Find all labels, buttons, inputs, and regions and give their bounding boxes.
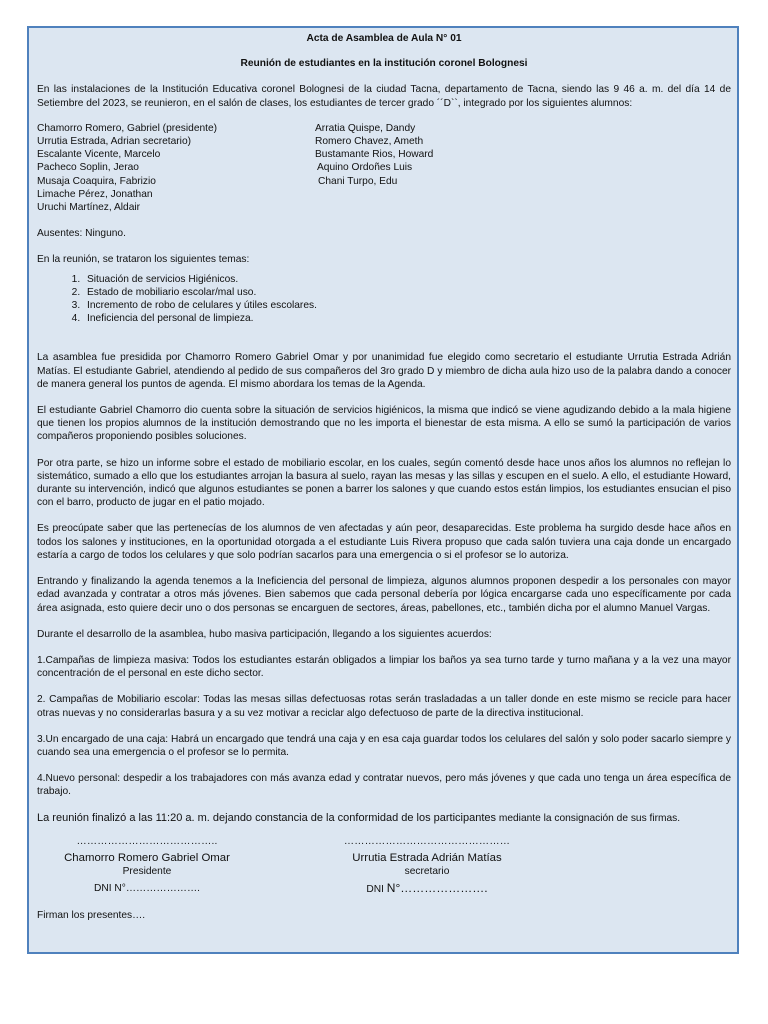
student-name: Arratia Quispe, Dandy bbox=[315, 122, 416, 134]
list-item: 1. Situación de servicios Higiénicos. bbox=[83, 273, 731, 286]
list-item: 4. Ineficiencia del personal de limpieza. bbox=[83, 312, 731, 325]
agreement-item: 1.Campañas de limpieza masiva: Todos los estudiantes estarán obligados a limpiar los baños ya sea turno tarde y turno mañana y a la vez una mayor concentración de el personal en este dicho sector. bbox=[37, 654, 731, 680]
paragraph: Es preocúpate saber que las pertenecías de los alumnos de ven afectadas y aún peor, desaparecidas. Este problema ha surgido desde hace años en todos los salones y instituciones, en la oportunidad otorgada a el estudiante Luis Rivera propuso que cada salón tuviera una caja donde un encargado estaría a cargo de todos los celulares y que solo podrían sacarlos para una emergencia o si el profesor se lo autoriza. bbox=[37, 523, 731, 561]
signature-name: Chamorro Romero Gabriel Omar bbox=[64, 851, 230, 864]
student-name: Aquino Ordoñes Luis bbox=[317, 162, 413, 174]
paragraph: Durante el desarrollo de la asamblea, hubo masiva participación, llegando a los siguientes acuerdos: bbox=[37, 628, 492, 640]
paragraph: El estudiante Gabriel Chamorro dio cuenta sobre la situación de servicios higiénicos, la misma que indicó se viene agudizando debido a la mala higiene que tienen los propios alumnos de la institución demostrando que no les importa el bienestar de esta misma. A ello se sumó la participación de varios compañeros proponiendo posibles soluciones. bbox=[37, 405, 731, 443]
signatures bbox=[37, 831, 731, 905]
student-name: Urrutia Estrada, Adrian secretario) bbox=[37, 136, 192, 148]
student-name: Pacheco Soplin, Jerao bbox=[37, 162, 139, 174]
signature-president bbox=[47, 835, 247, 896]
signature-role: Presidente bbox=[122, 866, 172, 878]
agreement-item: 4.Nuevo personal: despedir a los trabajadores con más avanza edad y contratar nuevos, pero más jóvenes y que cada uno tenga un área específica de trabajo. bbox=[37, 773, 731, 798]
student-name: Escalante Vicente, Marcelo bbox=[37, 149, 161, 161]
dni-value: N°…………………. bbox=[386, 881, 488, 896]
document-title: Acta de Asamblea de Aula N° 01 bbox=[306, 33, 462, 44]
student-name: Chani Turpo, Edu bbox=[318, 175, 398, 187]
document-content bbox=[37, 32, 731, 922]
agreement-item: 2. Campañas de Mobiliario escolar: Todas las mesas sillas defectuosas rotas serán trasladadas a un taller donde en este mismo se recicle para hacer otras nuevas y no considerarlas basura y a su vez motivar a reciclar algo defectuoso de parte de la directiva institucional. bbox=[37, 694, 731, 719]
student-name: Romero Chavez, Ameth bbox=[315, 136, 424, 148]
intro-paragraph: En las instalaciones de la Institución Educativa coronel Bolognesi de la ciudad Tacna, departamento de Tacna, siendo las 9 46 a. m. del día 14 de Setiembre del 2023, se reunieron, en el salón de clases, los estudiantes de tercer grado ´´D``, integrado por los siguientes alumnos: bbox=[37, 84, 731, 109]
student-name: Limache Pérez, Jonathan bbox=[37, 188, 153, 200]
paragraph: La asamblea fue presidida por Chamorro Romero Gabriel Omar y por unanimidad fue elegido como secretario el estudiante Urrutia Estrada Adrián Matías. El estudiante Gabriel, atendiendo al pedido de sus compañeros del 3ro grado D y miembro de dicha aula hizo uso de la palabra dando a conocer de manera general los puntos de agenda. El mismo abordara los temas de la Agenda. bbox=[37, 352, 731, 390]
student-name: Bustamante Rios, Howard bbox=[315, 149, 434, 161]
absent-line: Ausentes: Ninguno. bbox=[37, 228, 126, 240]
document-subtitle: Reunión de estudiantes en la institución coronel Bolognesi bbox=[240, 58, 528, 70]
agreement-item: 3.Un encargado de una caja: Habrá un encargado que tendrá una caja y en esa caja guardar todos los celulares del salón y solo poder sacarlo siempre y cuando sea una emergencia o el profesor se lo permita. bbox=[37, 733, 731, 758]
students-left-column bbox=[37, 122, 315, 214]
dni-field bbox=[327, 882, 527, 896]
signature-line: ………………………………………… bbox=[343, 835, 511, 847]
list-item: 2. Estado de mobiliario escolar/mal uso. bbox=[83, 286, 731, 299]
signature-name: Urrutia Estrada Adrián Matías bbox=[352, 851, 502, 864]
dni-prefix: DNI bbox=[366, 884, 387, 896]
topics-list bbox=[37, 273, 731, 326]
student-name: Musaja Coaquira, Fabrizio bbox=[37, 175, 156, 187]
signature-secretary bbox=[327, 835, 527, 897]
paragraph: Entrando y finalizando la agenda tenemos a la Ineficiencia del personal de limpieza, algunos alumnos proponen despedir a los personales con mayor edad avanzada y contratar a otros más jóvenes. Bien sabemos que cada personal debería por lógica encargarse cada uno específicamente por cada área asignada, esto quiere decir uno o dos personas se encarguen de sectores, áreas, pabellones, etc., también dicha por el alumno Manuel Vargas. bbox=[37, 576, 731, 614]
closing-paragraph bbox=[37, 812, 731, 825]
signature-role: secretario bbox=[404, 866, 450, 878]
dni-field: DNI N°…………………. bbox=[94, 883, 200, 895]
topics-intro: En la reunión, se trataron los siguientes temas: bbox=[37, 254, 250, 266]
closing-text-end: mediante la consignación de sus firmas. bbox=[496, 812, 681, 824]
closing-text-main: La reunión finalizó a las 11:20 a. m. dejando constancia de la conformidad de los participantes bbox=[37, 811, 497, 824]
students-right-column bbox=[315, 122, 715, 214]
list-item: 3. Incremento de robo de celulares y útiles escolares. bbox=[83, 299, 731, 312]
student-name: Chamorro Romero, Gabriel (presidente) bbox=[37, 122, 218, 134]
students-list bbox=[37, 122, 731, 214]
paragraph: Por otra parte, se hizo un informe sobre el estado de mobiliario escolar, en los cuales, según comentó desde hace unos años los alumnos no reflejan lo sistemático, sumado a ello que los estudiantes arrojan la basura al suelo, rayan las mesas y las sillas y escupen en el suelo. A ello, el estudiante Howard, durante su intervención, indicó que algunos estudiantes se ponen a barrer los salones y que cuando estos están limpios, los estudiantes ensucian el piso con el barro, producto de jugar en el patio mojado. bbox=[37, 457, 731, 509]
footer-text: Firman los presentes…. bbox=[37, 909, 146, 921]
student-name: Uruchi Martínez, Aldair bbox=[37, 202, 141, 214]
document-page bbox=[27, 26, 739, 954]
signature-line: ………………………………….. bbox=[76, 835, 218, 847]
